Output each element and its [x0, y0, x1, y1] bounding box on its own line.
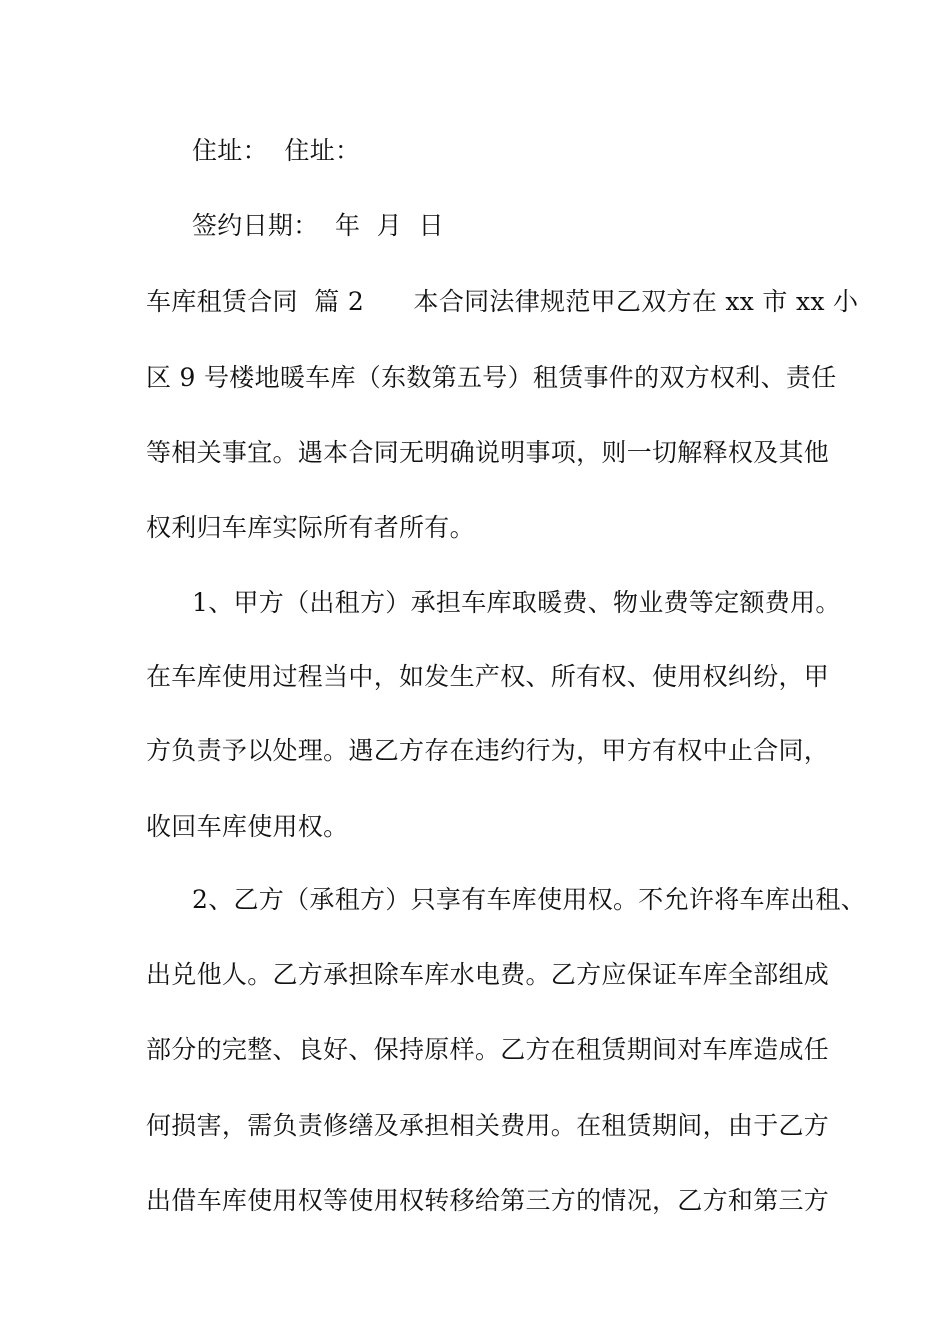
signing-date-line: 签约日期： 年 月 日: [192, 211, 444, 240]
paragraph-line: 出借车库使用权等使用权转移给第三方的情况，乙方和第三方: [146, 1186, 830, 1215]
section-heading-line: 车库租赁合同 篇 2 本合同法律规范甲乙双方在 xx 市 xx 小: [146, 287, 859, 316]
paragraph-line: 收回车库使用权。: [146, 812, 349, 841]
paragraph-line: 何损害，需负责修缮及承担相关费用。在租赁期间，由于乙方: [146, 1111, 830, 1140]
paragraph-line: 区 9 号楼地暖车库（东数第五号）租赁事件的双方权利、责任: [146, 363, 837, 392]
paragraph-line: 等相关事宜。遇本合同无明确说明事项，则一切解释权及其他: [146, 438, 830, 467]
paragraph-line: 权利归车库实际所有者所有。: [146, 513, 475, 542]
paragraph-line: 在车库使用过程当中，如发生产权、所有权、使用权纠纷，甲: [146, 662, 830, 691]
address-line: 住址： 住址：: [192, 136, 361, 165]
paragraph-line: 部分的完整、良好、保持原样。乙方在租赁期间对车库造成任: [146, 1035, 830, 1064]
clause-2-line: 2、乙方（承租方）只享有车库使用权。不允许将车库出租、: [192, 885, 867, 914]
paragraph-line: 方负责予以处理。遇乙方存在违约行为，甲方有权中止合同，: [146, 736, 830, 765]
clause-1-line: 1、甲方（出租方）承担车库取暖费、物业费等定额费用。: [192, 588, 841, 617]
paragraph-line: 出兑他人。乙方承担除车库水电费。乙方应保证车库全部组成: [146, 960, 830, 989]
